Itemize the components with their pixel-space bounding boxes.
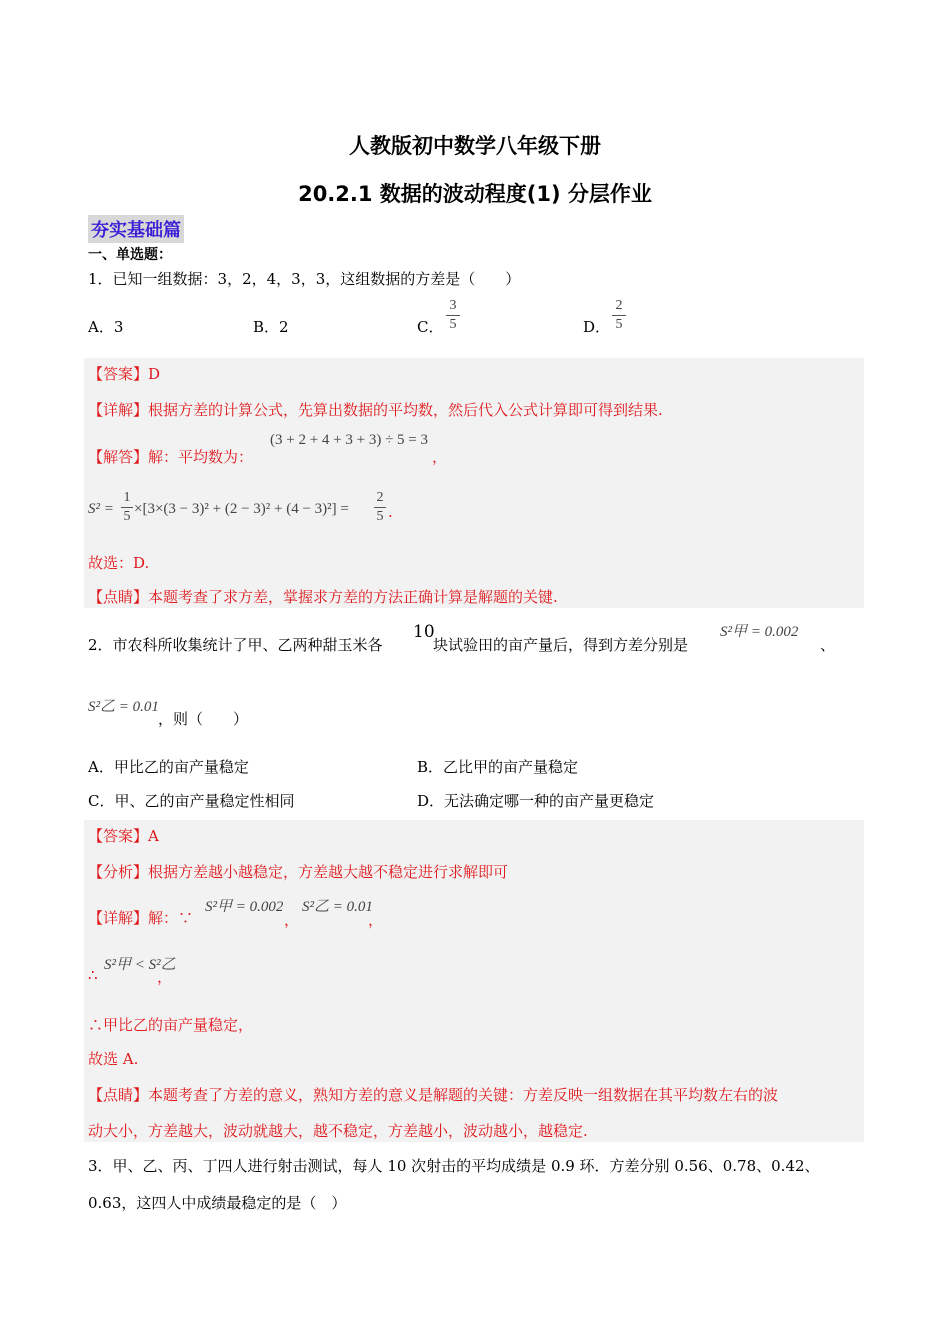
q3-stem-line2: 0.63，这四人中成绩最稳定的是（ ）: [88, 1194, 347, 1212]
q2-comment-line2: 动大小，方差越大，波动就越大，越不稳定，方差越小，波动越小，越稳定.: [88, 1122, 588, 1140]
q1-variance-lhs: S² =: [88, 501, 114, 517]
page-subtitle: 20.2.1 数据的波动程度(1) 分层作业: [298, 182, 652, 206]
q1-answer: 【答案】D: [88, 365, 161, 383]
q1-choice: 故选：D.: [88, 554, 150, 572]
q1-option-b: B．2: [253, 318, 289, 336]
q2-detail-comma2: ，: [368, 911, 384, 929]
sub-heading: 一、单选题：: [88, 247, 172, 263]
q2-compare: S²甲 < S²乙: [104, 957, 176, 973]
q2-var-jia: S²甲 = 0.002: [720, 624, 799, 640]
q1-detail: 【详解】根据方差的计算公式，先算出数据的平均数，然后代入公式计算即可得到结果.: [88, 401, 663, 419]
q1-solution-prefix: 【解答】解：平均数为：: [88, 448, 254, 466]
q2-stem-part1: 2．市农科所收集统计了甲、乙两种甜玉米各: [88, 636, 383, 654]
q1-solution-suffix: ，: [432, 448, 448, 466]
q2-var-yi: S²乙 = 0.01: [88, 699, 159, 715]
q2-detail-comma: ，: [284, 911, 300, 929]
q2-detail-prefix: 【详解】解：∵: [88, 909, 194, 927]
q1-option-c-fraction: 3 5: [446, 298, 460, 333]
q2-option-b: B．乙比甲的亩产量稳定: [417, 758, 579, 776]
q2-option-c: C．甲、乙的亩产量稳定性相同: [88, 792, 295, 810]
q1-mean-formula: (3 + 2 + 4 + 3 + 3) ÷ 5 = 3: [270, 432, 429, 448]
q2-therefore-1: ∴: [88, 966, 98, 984]
q2-option-d: D．无法确定哪一种的亩产量更稳定: [417, 792, 655, 810]
page-title: 人教版初中数学八年级下册: [349, 134, 601, 158]
q2-detail-var-yi: S²乙 = 0.01: [302, 899, 373, 915]
q2-therefore-2: ∴甲比乙的亩产量稳定，: [88, 1016, 254, 1034]
q1-option-c: C．: [417, 318, 444, 336]
q2-stem-ten: 10: [413, 622, 435, 642]
q1-answer-box: [84, 358, 864, 608]
q2-stem-end: ，则（ ）: [158, 710, 249, 728]
q3-stem-line1: 3．甲、乙、丙、丁四人进行射击测试，每人 10 次射击的平均成绩是 0.9 环．方差分别 0.56、0.78、0.42、: [88, 1157, 820, 1175]
q2-answer: 【答案】A: [88, 827, 159, 845]
q2-stem-sep: 、: [820, 636, 836, 654]
section-heading: 夯实基础篇: [88, 215, 184, 243]
q2-stem-part2: 块试验田的亩产量后，得到方差分别是: [433, 636, 689, 654]
q1-variance-end: .: [388, 503, 393, 521]
q2-therefore-1-end: ，: [157, 968, 173, 986]
q1-variance-result: 2 5: [374, 490, 386, 525]
q1-comment: 【点睛】本题考查了求方差，掌握求方差的方法正确计算是解题的关键.: [88, 588, 558, 606]
q1-stem: 1．已知一组数据：3，2，4，3，3，这组数据的方差是（ ）: [88, 270, 521, 288]
q2-comment-line1: 【点睛】本题考查了方差的意义，熟知方差的意义是解题的关键：方差反映一组数据在其平均数左右的波: [88, 1086, 779, 1104]
q1-option-d-fraction: 2 5: [612, 298, 626, 333]
q2-analysis: 【分析】根据方差越小越稳定，方差越大越不稳定进行求解即可: [88, 863, 509, 881]
q2-option-a: A．甲比乙的亩产量稳定: [88, 758, 249, 776]
q1-variance-body: ×[3×(3 − 3)² + (2 − 3)² + (4 − 3)²] =: [134, 501, 349, 517]
q1-variance-fraction: 1 5: [121, 490, 133, 525]
q1-option-d: D．: [583, 318, 611, 336]
q1-option-a: A．3: [88, 318, 124, 336]
q2-detail-var-jia: S²甲 = 0.002: [205, 899, 284, 915]
q2-choice: 故选 A.: [88, 1050, 139, 1068]
